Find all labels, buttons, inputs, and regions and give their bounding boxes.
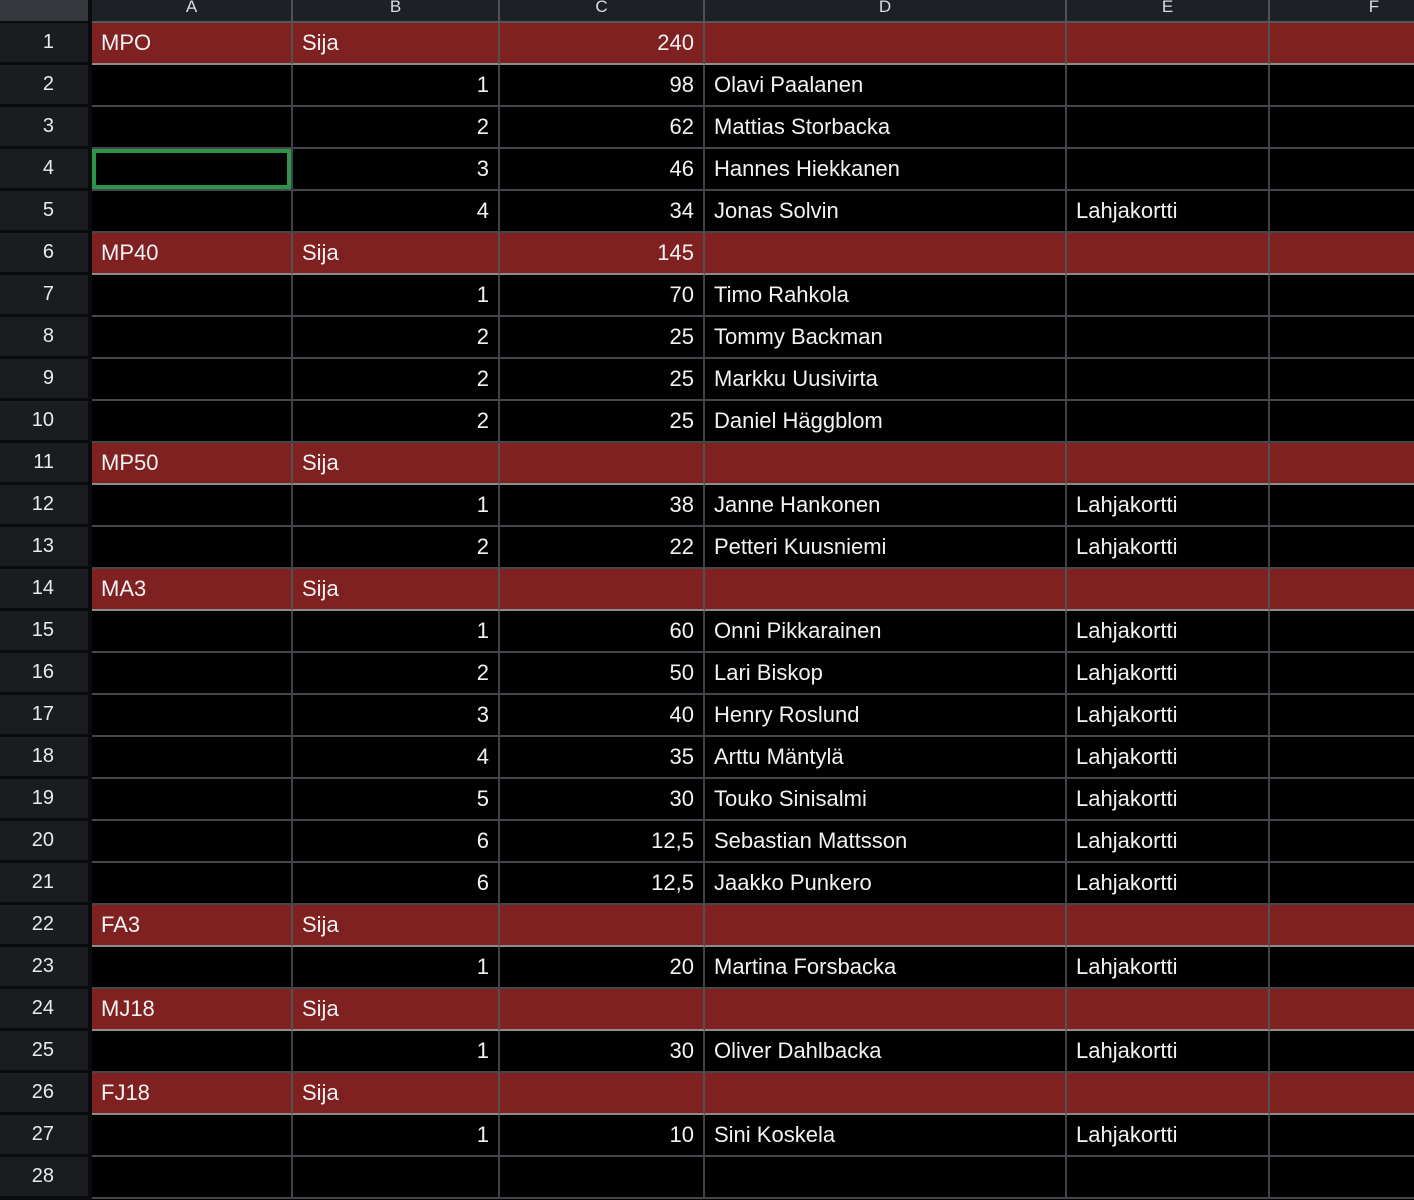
cell-A3[interactable] [92,107,293,149]
cell-D11[interactable] [705,443,1067,485]
data-row-7 [92,275,1414,317]
cell-B26[interactable]: Sija [293,1073,500,1115]
cell-E18[interactable]: Lahjakortti [1067,737,1270,779]
cell-E28[interactable] [1067,1157,1270,1199]
cell-E13[interactable]: Lahjakortti [1067,527,1270,569]
row-header-11[interactable]: 11 [0,443,88,485]
row-header-3[interactable]: 3 [0,107,88,149]
cell-D4[interactable]: Hannes Hiekkanen [705,149,1067,191]
cell-E7[interactable] [1067,275,1270,317]
cell-D19[interactable]: Touko Sinisalmi [705,779,1067,821]
cell-F10[interactable] [1270,401,1414,443]
cell-D5[interactable]: Jonas Solvin [705,191,1067,233]
column-header-row [92,0,1414,23]
cell-D28[interactable] [705,1157,1067,1199]
cell-B19[interactable]: 5 [293,779,500,821]
row-header-16[interactable]: 16 [0,653,88,695]
cell-B28[interactable] [293,1157,500,1199]
cell-A27[interactable] [92,1115,293,1157]
data-row-19 [92,779,1414,821]
cell-D22[interactable] [705,905,1067,947]
cell-B9[interactable]: 2 [293,359,500,401]
category-row-MA3 [92,569,1414,611]
cell-C9[interactable]: 25 [500,359,705,401]
row-header-27[interactable]: 27 [0,1115,88,1157]
category-row-MJ18 [92,989,1414,1031]
row-header-24[interactable]: 24 [0,989,88,1031]
cell-D15[interactable]: Onni Pikkarainen [705,611,1067,653]
data-row-12 [92,485,1414,527]
row-header-17[interactable]: 17 [0,695,88,737]
cell-B11[interactable]: Sija [293,443,500,485]
cell-A8[interactable] [92,317,293,359]
cell-F25[interactable] [1270,1031,1414,1073]
cell-E4[interactable] [1067,149,1270,191]
cell-E6[interactable] [1067,233,1270,275]
cell-A13[interactable] [92,527,293,569]
cell-F2[interactable] [1270,65,1414,107]
cell-B24[interactable]: Sija [293,989,500,1031]
cell-C2[interactable]: 98 [500,65,705,107]
cell-E3[interactable] [1067,107,1270,149]
cell-D21[interactable]: Jaakko Punkero [705,863,1067,905]
cell-B17[interactable]: 3 [293,695,500,737]
cell-A9[interactable] [92,359,293,401]
cell-D12[interactable]: Janne Hankonen [705,485,1067,527]
cell-F22[interactable] [1270,905,1414,947]
cell-C14[interactable] [500,569,705,611]
cell-F3[interactable] [1270,107,1414,149]
cell-D9[interactable]: Markku Uusivirta [705,359,1067,401]
cell-A21[interactable] [92,863,293,905]
cell-F9[interactable] [1270,359,1414,401]
cell-F7[interactable] [1270,275,1414,317]
cell-B5[interactable]: 4 [293,191,500,233]
data-row-2 [92,65,1414,107]
cell-F4[interactable] [1270,149,1414,191]
cell-B13[interactable]: 2 [293,527,500,569]
cell-B27[interactable]: 1 [293,1115,500,1157]
cell-A15[interactable] [92,611,293,653]
cell-C21[interactable]: 12,5 [500,863,705,905]
column-header-A[interactable]: A [92,0,293,23]
cell-A6[interactable]: MP40 [92,233,293,275]
cell-D25[interactable]: Oliver Dahlbacka [705,1031,1067,1073]
cell-E5[interactable]: Lahjakortti [1067,191,1270,233]
column-header-D[interactable]: D [705,0,1067,23]
cell-B2[interactable]: 1 [293,65,500,107]
cell-E20[interactable]: Lahjakortti [1067,821,1270,863]
cell-D23[interactable]: Martina Forsbacka [705,947,1067,989]
row-header-25[interactable]: 25 [0,1031,88,1073]
cell-E10[interactable] [1067,401,1270,443]
cell-F16[interactable] [1270,653,1414,695]
cell-D1[interactable] [705,23,1067,65]
data-row-23 [92,947,1414,989]
cell-E14[interactable] [1067,569,1270,611]
category-row-FA3 [92,905,1414,947]
data-row-3 [92,107,1414,149]
cell-A24[interactable]: MJ18 [92,989,293,1031]
cell-D6[interactable] [705,233,1067,275]
cell-D8[interactable]: Tommy Backman [705,317,1067,359]
data-row-18 [92,737,1414,779]
cell-E24[interactable] [1067,989,1270,1031]
cell-E2[interactable] [1067,65,1270,107]
row-header-21[interactable]: 21 [0,863,88,905]
row-header-22[interactable]: 22 [0,905,88,947]
row-header-6[interactable]: 6 [0,233,88,275]
cell-D2[interactable]: Olavi Paalanen [705,65,1067,107]
cell-A10[interactable] [92,401,293,443]
cell-B21[interactable]: 6 [293,863,500,905]
cell-C26[interactable] [500,1073,705,1115]
row-header-1[interactable]: 1 [0,23,88,65]
cell-E23[interactable]: Lahjakortti [1067,947,1270,989]
cell-B1[interactable]: Sija [293,23,500,65]
cell-F19[interactable] [1270,779,1414,821]
cell-F12[interactable] [1270,485,1414,527]
cell-C12[interactable]: 38 [500,485,705,527]
cell-C7[interactable]: 70 [500,275,705,317]
cell-E27[interactable]: Lahjakortti [1067,1115,1270,1157]
cell-B23[interactable]: 1 [293,947,500,989]
cell-D17[interactable]: Henry Roslund [705,695,1067,737]
cell-B3[interactable]: 2 [293,107,500,149]
cell-E21[interactable]: Lahjakortti [1067,863,1270,905]
row-header-8[interactable]: 8 [0,317,88,359]
cell-F23[interactable] [1270,947,1414,989]
cell-B22[interactable]: Sija [293,905,500,947]
cell-F26[interactable] [1270,1073,1414,1115]
data-row-28 [92,1157,1414,1199]
row-header-12[interactable]: 12 [0,485,88,527]
cell-E15[interactable]: Lahjakortti [1067,611,1270,653]
data-row-9 [92,359,1414,401]
data-row-10 [92,401,1414,443]
row-header-18[interactable]: 18 [0,737,88,779]
cell-F14[interactable] [1270,569,1414,611]
cell-D3[interactable]: Mattias Storbacka [705,107,1067,149]
select-all-corner[interactable] [0,0,92,23]
cell-F27[interactable] [1270,1115,1414,1157]
cell-E1[interactable] [1067,23,1270,65]
row-header-15[interactable]: 15 [0,611,88,653]
cell-D13[interactable]: Petteri Kuusniemi [705,527,1067,569]
data-row-16 [92,653,1414,695]
cell-D24[interactable] [705,989,1067,1031]
cell-D7[interactable]: Timo Rahkola [705,275,1067,317]
cell-C10[interactable]: 25 [500,401,705,443]
cell-F18[interactable] [1270,737,1414,779]
cell-B10[interactable]: 2 [293,401,500,443]
cell-C11[interactable] [500,443,705,485]
cell-B16[interactable]: 2 [293,653,500,695]
cell-C27[interactable]: 10 [500,1115,705,1157]
cell-A23[interactable] [92,947,293,989]
cell-E16[interactable]: Lahjakortti [1067,653,1270,695]
cell-B6[interactable]: Sija [293,233,500,275]
row-header-14[interactable]: 14 [0,569,88,611]
cell-D27[interactable]: Sini Koskela [705,1115,1067,1157]
cell-D10[interactable]: Daniel Häggblom [705,401,1067,443]
cell-E8[interactable] [1067,317,1270,359]
cell-B12[interactable]: 1 [293,485,500,527]
row-header-10[interactable]: 10 [0,401,88,443]
cell-A17[interactable] [92,695,293,737]
cell-C28[interactable] [500,1157,705,1199]
row-header-5[interactable]: 5 [0,191,88,233]
cell-C25[interactable]: 30 [500,1031,705,1073]
cell-A11[interactable]: MP50 [92,443,293,485]
cell-E19[interactable]: Lahjakortti [1067,779,1270,821]
cell-B4[interactable]: 3 [293,149,500,191]
row-header-23[interactable]: 23 [0,947,88,989]
cell-E26[interactable] [1067,1073,1270,1115]
cell-A28[interactable] [92,1157,293,1199]
cell-C18[interactable]: 35 [500,737,705,779]
cell-D20[interactable]: Sebastian Mattsson [705,821,1067,863]
cell-A26[interactable]: FJ18 [92,1073,293,1115]
cell-E17[interactable]: Lahjakortti [1067,695,1270,737]
cell-grid [92,23,1414,1199]
cell-A18[interactable] [92,737,293,779]
cell-C19[interactable]: 30 [500,779,705,821]
row-header-19[interactable]: 19 [0,779,88,821]
category-row-FJ18 [92,1073,1414,1115]
cell-C13[interactable]: 22 [500,527,705,569]
cell-A25[interactable] [92,1031,293,1073]
data-row-17 [92,695,1414,737]
data-row-25 [92,1031,1414,1073]
cell-B7[interactable]: 1 [293,275,500,317]
cell-A20[interactable] [92,821,293,863]
cell-B14[interactable]: Sija [293,569,500,611]
cell-C17[interactable]: 40 [500,695,705,737]
cell-F15[interactable] [1270,611,1414,653]
cell-D26[interactable] [705,1073,1067,1115]
cell-C8[interactable]: 25 [500,317,705,359]
cell-C15[interactable]: 60 [500,611,705,653]
cell-F1[interactable] [1270,23,1414,65]
cell-F17[interactable] [1270,695,1414,737]
row-header-7[interactable]: 7 [0,275,88,317]
data-row-13 [92,527,1414,569]
data-row-5 [92,191,1414,233]
cell-D16[interactable]: Lari Biskop [705,653,1067,695]
cell-E25[interactable]: Lahjakortti [1067,1031,1270,1073]
cell-F24[interactable] [1270,989,1414,1031]
cell-F21[interactable] [1270,863,1414,905]
cell-A7[interactable] [92,275,293,317]
cell-A12[interactable] [92,485,293,527]
cell-A2[interactable] [92,65,293,107]
category-row-MP40 [92,233,1414,275]
data-row-15 [92,611,1414,653]
cell-F11[interactable] [1270,443,1414,485]
cell-C23[interactable]: 20 [500,947,705,989]
cell-A14[interactable]: MA3 [92,569,293,611]
cell-C22[interactable] [500,905,705,947]
cell-A5[interactable] [92,191,293,233]
cell-C6[interactable]: 145 [500,233,705,275]
cell-D14[interactable] [705,569,1067,611]
row-number-gutter [0,23,92,1200]
category-row-MPO [92,23,1414,65]
row-header-2[interactable]: 2 [0,65,88,107]
category-row-MP50 [92,443,1414,485]
data-row-21 [92,863,1414,905]
cell-C5[interactable]: 34 [500,191,705,233]
column-header-F[interactable]: F [1270,0,1414,23]
cell-A16[interactable] [92,653,293,695]
row-header-13[interactable]: 13 [0,527,88,569]
cell-D18[interactable]: Arttu Mäntylä [705,737,1067,779]
cell-C4[interactable]: 46 [500,149,705,191]
data-row-8 [92,317,1414,359]
cell-C24[interactable] [500,989,705,1031]
row-header-4[interactable]: 4 [0,149,88,191]
cell-E22[interactable] [1067,905,1270,947]
cell-F5[interactable] [1270,191,1414,233]
column-header-C[interactable]: C [500,0,705,23]
cell-A1[interactable]: MPO [92,23,293,65]
cell-E11[interactable] [1067,443,1270,485]
cell-F13[interactable] [1270,527,1414,569]
column-header-E[interactable]: E [1067,0,1270,23]
row-header-9[interactable]: 9 [0,359,88,401]
data-row-20 [92,821,1414,863]
data-row-4 [92,149,1414,191]
cell-E12[interactable]: Lahjakortti [1067,485,1270,527]
cell-A4[interactable] [92,149,293,191]
cell-E9[interactable] [1067,359,1270,401]
data-row-27 [92,1115,1414,1157]
cell-F6[interactable] [1270,233,1414,275]
row-header-20[interactable]: 20 [0,821,88,863]
cell-B18[interactable]: 4 [293,737,500,779]
cell-C20[interactable]: 12,5 [500,821,705,863]
cell-B15[interactable]: 1 [293,611,500,653]
cell-F28[interactable] [1270,1157,1414,1199]
cell-C16[interactable]: 50 [500,653,705,695]
column-header-B[interactable]: B [293,0,500,23]
cell-B8[interactable]: 2 [293,317,500,359]
cell-A22[interactable]: FA3 [92,905,293,947]
cell-F20[interactable] [1270,821,1414,863]
row-header-26[interactable]: 26 [0,1073,88,1115]
cell-B25[interactable]: 1 [293,1031,500,1073]
cell-B20[interactable]: 6 [293,821,500,863]
cell-F8[interactable] [1270,317,1414,359]
row-header-28[interactable]: 28 [0,1157,88,1199]
cell-C1[interactable]: 240 [500,23,705,65]
cell-C3[interactable]: 62 [500,107,705,149]
cell-A19[interactable] [92,779,293,821]
